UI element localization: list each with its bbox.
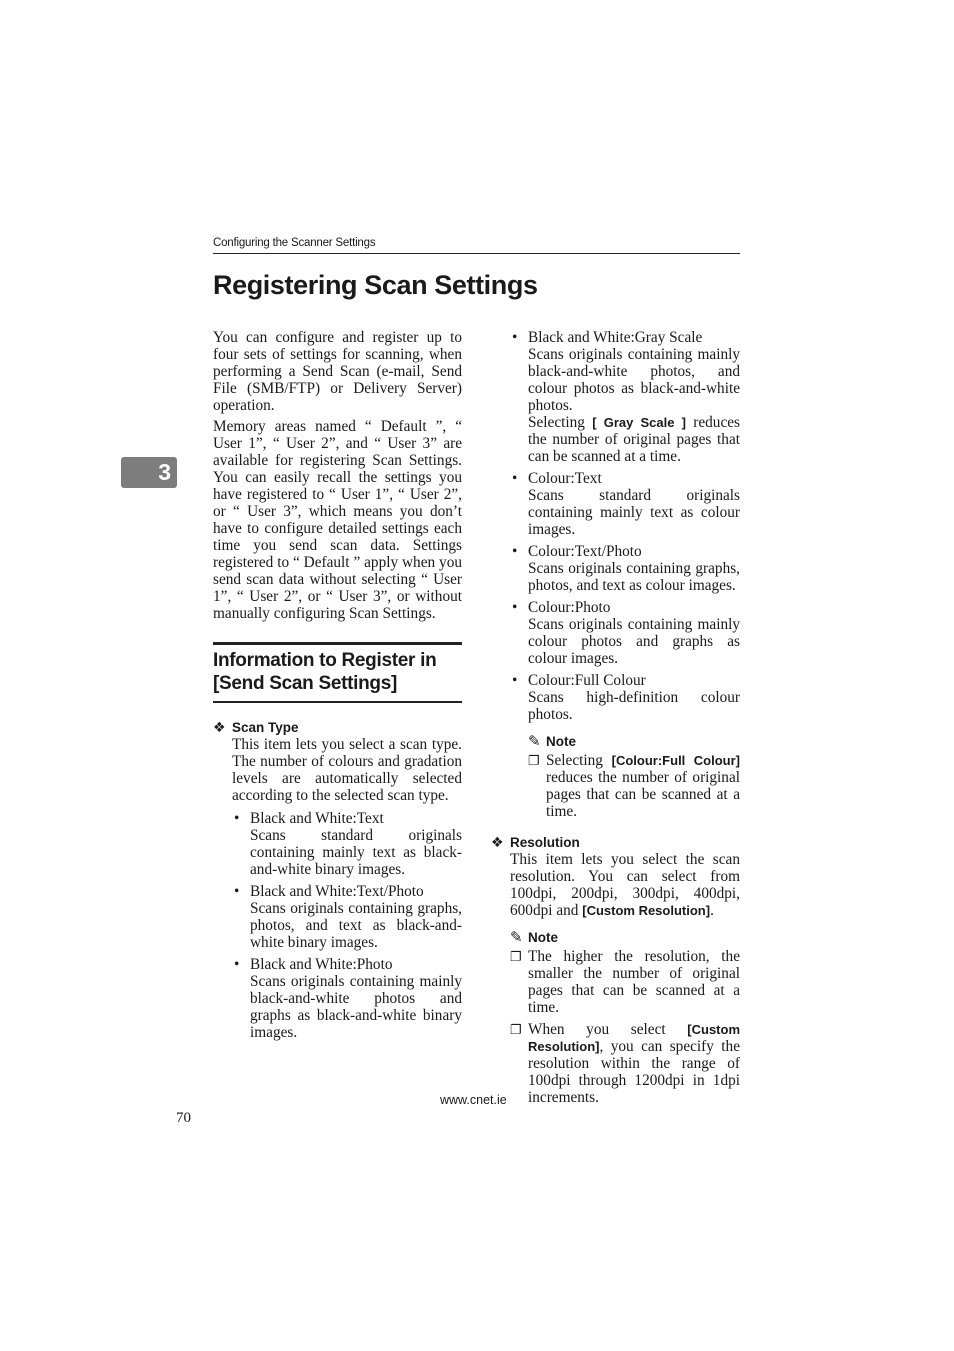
note-heading: ✎ Note xyxy=(528,733,576,750)
pencil-icon: ✎ xyxy=(528,733,541,750)
gray-scale-key: [ Gray Scale ] xyxy=(592,415,686,430)
resolution-body xyxy=(510,851,740,1106)
footer-url: www.cnet.ie xyxy=(440,1093,507,1107)
list-item-name: • Black and White:Text xyxy=(250,810,384,827)
list-item xyxy=(232,956,462,1041)
checkbox-icon: ❐ xyxy=(510,1022,522,1037)
list-item-name: • Black and White:Photo xyxy=(250,956,393,973)
note-heading: ✎ Note xyxy=(510,929,558,946)
note-list xyxy=(510,948,740,1106)
checkbox-icon: ❐ xyxy=(510,949,522,964)
diamond-icon: ❖ xyxy=(491,834,504,850)
list-item-name: • Colour:Full Colour xyxy=(528,672,646,689)
scan-type-heading xyxy=(213,719,462,736)
scan-type-body xyxy=(232,736,462,1041)
scan-type-body-continued xyxy=(510,329,740,820)
diamond-icon: ❖ xyxy=(213,719,226,735)
scan-type-note xyxy=(528,733,740,820)
scan-type-list xyxy=(232,810,462,1041)
list-item xyxy=(232,810,462,878)
list-item-name: • Black and White:Text/Photo xyxy=(250,883,424,900)
checkbox-icon: ❐ xyxy=(528,753,540,768)
note-list xyxy=(528,752,740,820)
note-item: ❐ The higher the resolution, the smaller the number of original pages that can be scanned at a time. xyxy=(510,948,740,1016)
list-item xyxy=(232,883,462,951)
custom-resolution-key: [Custom Resolution] xyxy=(528,1022,740,1054)
intro-paragraph: You can configure and register up to four sets of settings for scanning, when performing a Send Scan (e-mail, Send File (SMB/FTP) or Delivery Server) operation. xyxy=(213,329,462,414)
intro-paragraph: Memory areas named “ Default ”, “ User 1”, “ User 2”, and “ User 3” are available for registering Scan Settings. You can easily recall the settings you have registered to “ User 1”, “ User 2”, or “ User 3”, which means you don’t have to configure detailed settings each time you send scan data. Settings registered to “ Default ” apply when you send scan data without selecting “ User 1”, “ User 2”, or “ User 3”, or without manually configuring Scan Settings. xyxy=(213,418,462,622)
list-item xyxy=(510,672,740,723)
running-head: Configuring the Scanner Settings xyxy=(213,237,740,254)
page-number: 70 xyxy=(176,1110,191,1126)
page-title: Registering Scan Settings xyxy=(213,270,538,300)
full-colour-key: [Colour:Full Colour] xyxy=(611,753,740,768)
list-item-name: • Colour:Text/Photo xyxy=(528,543,642,560)
list-item-name: • Colour:Text xyxy=(528,470,602,487)
list-item-desc: Scans standard originals containing mainly text as black-and-white binary images. xyxy=(250,827,462,878)
list-item-desc: Scans standard originals containing mainly text as colour images. xyxy=(528,487,740,538)
left-column xyxy=(213,329,462,1046)
resolution-description: This item lets you select the scan resolution. You can select from 100dpi, 200dpi, 300dpi, 400dpi, 600dpi and [Custom Resolution]. xyxy=(510,851,740,919)
resolution-heading: ❖ Resolution xyxy=(491,834,580,850)
list-item-desc: Scans originals containing mainly black-and-white photos, and colour photos as black-and-white photos. xyxy=(528,346,740,414)
section-heading: Information to Register in [Send Scan Settings] xyxy=(213,642,462,703)
list-item-desc: Scans high-definition colour photos. xyxy=(528,689,740,723)
list-item-desc: Scans originals containing graphs, photos, and text as black-and-white binary images. xyxy=(250,900,462,951)
note-item: ❐ Selecting [Colour:Full Colour] reduces the number of original pages that can be scanned at a time. xyxy=(528,752,740,820)
list-item xyxy=(510,543,740,594)
list-item-desc: Scans originals containing mainly black-and-white photos and graphs as black-and-white binary images. xyxy=(250,973,462,1041)
scan-type-list xyxy=(510,329,740,723)
custom-resolution-key: [Custom Resolution] xyxy=(582,903,711,918)
pencil-icon: ✎ xyxy=(510,929,523,946)
list-item-name: • Colour:Photo xyxy=(528,599,611,616)
list-item-desc: Scans originals containing graphs, photos, and text as colour images. xyxy=(528,560,740,594)
list-item-name: • Black and White:Gray Scale xyxy=(528,329,703,346)
list-item xyxy=(510,470,740,538)
list-item-desc: Scans originals containing mainly colour photos and graphs as colour images. xyxy=(528,616,740,667)
list-item xyxy=(510,329,740,465)
chapter-tab: 3 xyxy=(121,457,177,488)
scan-type-description: This item lets you select a scan type. The number of colours and gradation levels are automatically selected according to the selected scan type. xyxy=(232,736,462,804)
list-item-selecting: Selecting [ Gray Scale ] reduces the number of original pages that can be scanned at a time. xyxy=(528,414,740,465)
right-column xyxy=(491,329,740,1111)
note-item: ❐ When you select [Custom Resolution], you can specify the resolution within the range of 100dpi through 1200dpi in 1dpi increments. xyxy=(510,1021,740,1106)
scan-type-heading-text: Scan Type xyxy=(232,720,299,735)
list-item xyxy=(510,599,740,667)
